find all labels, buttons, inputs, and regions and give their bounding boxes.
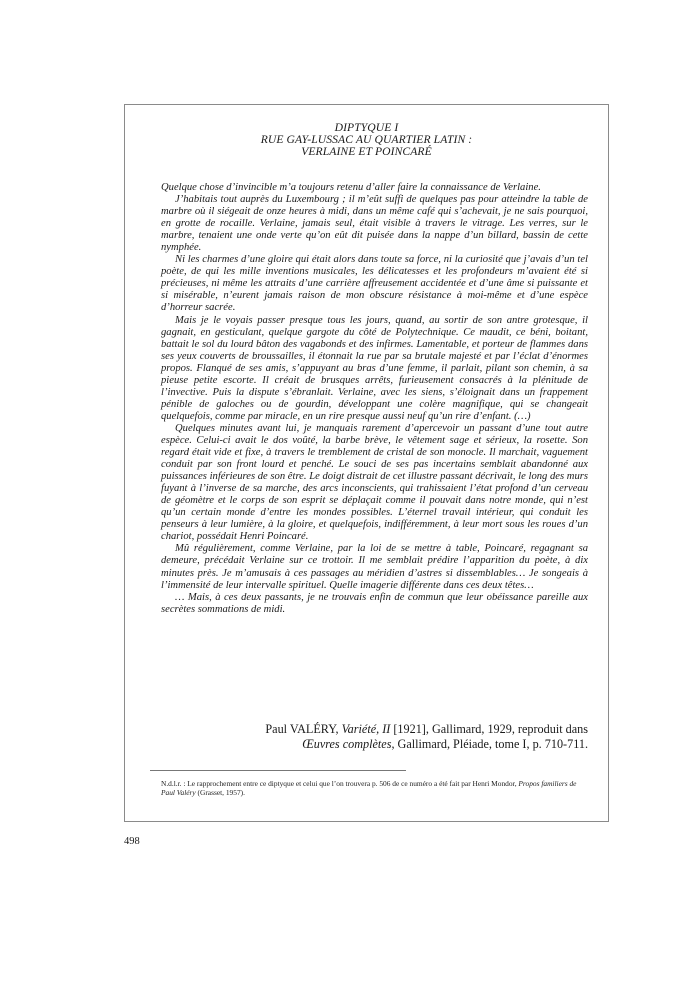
paragraph: Quelques minutes avant lui, je manquais rarement d’apercevoir un passant d’une tout autre espèce. Celui-ci avait le dos voûté, la barbe brève, le vêtement sage et sérieux, la rosette. Son regard était vide et fixe, à travers le tremblement de cristal de son monocle. Il marchait, vaguement conduit par son front lourd et penché. Le souci de ses pas incertains semblait abandonné aux puissances inférieures de son être. Le doigt distrait de cet illustre passant décrivait, le long des murs fuyant à l’inverse de sa marche, des arcs inconscients, qui trahissaient l’état profond d’un cerveau de géomètre et le corps de son esprit se déplaçait comme il pouvait dans notre monde, qui n’est qu’un certain monde d’entre les mondes possibles. L’éternel travail intérieur, qui conduit les penseurs à leur lumière, à la gloire, et quelquefois, indifféremment, à leur mort sous les roues d’un chariot, possédait Henri Poincaré. [161, 422, 588, 543]
citation-line-2 [238, 737, 588, 752]
citation-sep: , [335, 722, 342, 736]
citation-work: Variété, II [341, 722, 391, 736]
note-text: N.d.l.r. : Le rapprochement entre ce diptyque et celui que l’on trouvera p. 506 de ce numéro a été fait par Henri Mondor, [161, 779, 519, 788]
footnote-rule [150, 770, 406, 771]
paragraph: Ni les charmes d’une gloire qui était alors dans toute sa force, ni la curiosité que j’avais d’un tel poète, de qui les mille inventions musicales, les délicatesses et les profondeurs m’avaient été si précieuses, ni même les attraits d’une carrière affreusement accidentée et d’une âme si puissante et si misérable, n’eurent jamais raison de mon obscure résistance à moi-même et d’une espèce d’horreur sacrée. [161, 254, 588, 314]
editor-note [161, 779, 591, 798]
section-title [124, 122, 609, 158]
paragraph: Mais je le voyais passer presque tous les jours, quand, au sortir de son antre grotesque, il gagnait, en gesticulant, quelque gargote du côté de Polytechnique. Ce maudit, ce béni, boitant, battait le sol du lourd bâton des vagabonds et des infirmes. Lamentable, et porteur de flammes dans ses yeux couverts de broussailles, il étonnait la rue par sa brutale majesté et par l’éclat d’énormes propos. Flanqué de ses amis, s’appuyant au bras d’une femme, il parlait, pilant son chemin, à sa pieuse petite escorte. Il créait de brusques arrêts, furieusement consacrés à la plénitude de l’invective. Puis la dispute s’ébranlait. Verlaine, avec les siens, s’éloignait dans un frappement pénible de galoches ou de gourdin, développant une colère magnifique, qui se changeait quelquefois, comme par miracle, en un rire presque aussi neuf qu’un rire d’enfant. (…) [161, 314, 588, 422]
source-citation [238, 722, 588, 752]
citation-author-first: Paul [265, 722, 290, 736]
paragraph: Mû régulièrement, comme Verlaine, par la loi de se mettre à table, Poincaré, regagnant sa demeure, précédait Verlaine sur ce trottoir. Il me semblait prédire l’apparition du poète, à dix minutes près. Je m’amusais à ces passages au méridien d’astres si dissemblables… Je songeais à l’immensité de leur intervalle spirituel. Quelle imagerie différente dans ces deux têtes… [161, 543, 588, 591]
paragraph: … Mais, à ces deux passants, je ne trouvais enfin de commun que leur obéissance pareille aux secrètes sommations de midi. [161, 591, 588, 615]
citation-rest-1: [1921], Gallimard, 1929, reproduit dans [390, 722, 588, 736]
citation-line-1 [238, 722, 588, 737]
paragraph: Quelque chose d’invincible m’a toujours retenu d’aller faire la connaissance de Verlaine. [161, 182, 541, 193]
title-line-3: VERLAINE ET POINCARÉ [301, 145, 432, 158]
page-number: 498 [124, 836, 140, 847]
title-line-2: RUE GAY-LUSSAC AU QUARTIER LATIN : [260, 133, 473, 146]
title-line-1: DIPTYQUE I [334, 121, 399, 134]
citation-collection: Œuvres complètes [302, 737, 392, 751]
note-tail: (Grasset, 1957). [195, 788, 245, 798]
text-body [161, 182, 588, 616]
citation-author-last: VALÉRY [289, 722, 336, 736]
citation-rest-2: , Gallimard, Pléiade, tome I, p. 710-711. [391, 737, 588, 751]
paragraph: J’habitais tout auprès du Luxembourg ; il m’eût suffi de quelques pas pour atteindre la table de marbre où il siégeait de onze heures à midi, dans un même café qui s’achevait, je ne sais pourquoi, en grotte de rocaille. Verlaine, jamais seul, était visible à travers le vitrage. Les verres, sur le marbre, tenaient une onde verte qu’on eût dit puisée dans la nappe d’un billard, bassin de cette nymphée. [161, 194, 588, 254]
note-book-title: Propos familiers de Paul Valéry [161, 779, 577, 798]
